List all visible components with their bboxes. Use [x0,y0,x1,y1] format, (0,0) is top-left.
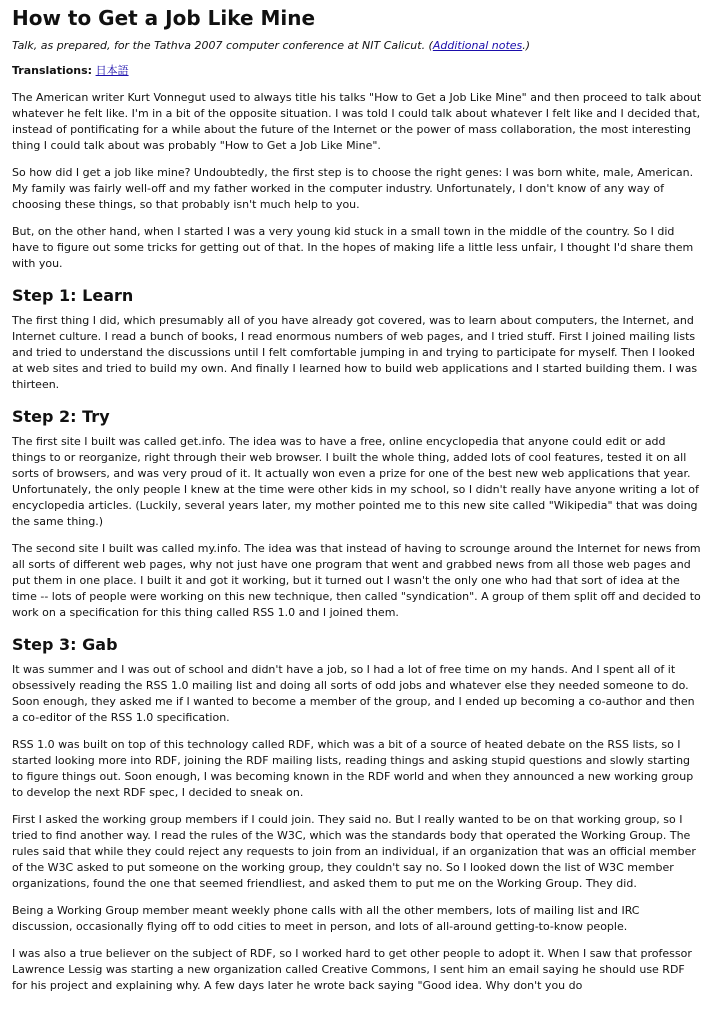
intro-paragraph: So how did I get a job like mine? Undoubtedly, the first step is to choose the right genes: I was born white, male, American. My family was fairly well-off and my father worked in the computer industry. Unfortunately, I don't know of any way of choosing these things, so that probably isn't much help to you. [12,166,694,211]
step-3-paragraph: RSS 1.0 was built on top of this technology called RDF, which was a bit of a source of heated debate on the RSS lists, so I started looking more into RDF, joining the RDF mailing lists, reading things and asking stupid questions and slowly starting to figure things out. Soon enough, I was becoming known in the RDF world and when they announced a new working group to develop the next RDF spec, I decided to sneak on. [12,738,694,799]
step-3-paragraph: First I asked the working group members if I could join. They said no. But I really wanted to be on that working group, so I tried to find another way. I read the rules of the W3C, which was the standards body that operated the Working Group. The rules said that while they could reject any requests to join from an individual, if an organization that was an official member of the W3C asked to put someone on the working group, they couldn't say no. So I looked down the list of W3C member organizations, found the one that seemed friendliest, and asked them to put me on the Working Group. They did. [12,813,696,890]
section-heading-step-2: Step 2: Try [12,407,110,426]
step-3-paragraph: Being a Working Group member meant weekly phone calls with all the other members, lots of mailing list and IRC discussion, occasionally flying off to odd cities to meet in person, and lots of all-around getting-to-know people. [12,904,640,933]
intro-paragraph: The American writer Kurt Vonnegut used to always title his talks "How to Get a Job Like Mine" and then proceed to talk about whatever he felt like. I'm in a bit of the opposite situation. I was told I could talk about whatever I felt like and I decided that, instead of pontificating for a while about the future of the Internet or the power of mass collaboration, the most interesting thing I could talk about was probably "How to Get a Job Like Mine". [12,91,702,152]
step-2-paragraph: The second site I built was called my.info. The idea was that instead of having to scrounge around the Internet for news from all sorts of different web pages, why not just have one program that went and grabbed news from all those web pages and put them in one place. I built it and got it working, but it turned out I wasn't the only one who had that sort of idea at the time -- lots of people were working on this new technique, then called "syndication". A group of them split off and decided to work on a specification for this thing called RSS 1.0 and I joined them. [12,542,701,619]
translations-label: Translations: [12,64,93,77]
intro-paragraph: But, on the other hand, when I started I was a very young kid stuck in a small town in the middle of the country. So I did have to figure out some tricks for getting out of that. In the hopes of making life a little less unfair, I thought I'd share them with you. [12,225,694,270]
step-3-paragraph: I was also a true believer on the subject of RDF, so I worked hard to get other people to adopt it. When I saw that professor Lawrence Lessig was starting a new organization called Creative Commons, I sent him an email saying he should use RDF for his project and explaining why. A few days later he wrote back saying "Good idea. Why don't you do [12,947,692,992]
subtitle [12,38,703,53]
subtitle-text: Talk, as prepared, for the Tathva 2007 computer conference at NIT Calicut. ( [12,39,433,52]
translations [12,63,703,78]
step-2-paragraph: The first site I built was called get.info. The idea was to have a free, online encyclopedia that anyone could edit or add things to or reorganize, right through their web browser. I built the whole thing, added lots of cool features, tested it on all sorts of browsers, and was very proud of it. It actually won even a prize for one of the best new web applications that year. Unfortunately, the only people I knew at the time were other kids in my school, so I didn't really have anyone writing a lot of encyclopedia articles. (Luckily, several years later, my mother pointed me to this new site called "Wikipedia" that was doing the same thing.) [12,435,699,528]
section-heading-step-3: Step 3: Gab [12,635,118,654]
subtitle-text-end: .) [522,39,531,52]
step-1-paragraph: The first thing I did, which presumably all of you have already got covered, was to learn about computers, the Internet, and Internet culture. I read a bunch of books, I read enormous numbers of web pages, and I tried stuff. First I joined mailing lists and tried to understand the discussions until I felt comfortable jumping in and trying to participate for myself. Then I looked at web sites and tried to build my own. And finally I learned how to build web applications and I started building them. I was thirteen. [12,314,698,391]
additional-notes-link[interactable]: Additional notes [432,39,523,52]
page-title: How to Get a Job Like Mine [12,6,316,30]
step-3-paragraph: It was summer and I was out of school and didn't have a job, so I had a lot of free time on my hands. And I spent all of it obsessively reading the RSS 1.0 mailing list and doing all sorts of odd jobs and whatever else they needed someone to do. Soon enough, they asked me if I wanted to become a member of the group, and I ended up becoming a co-author and then a co-editor of the RSS 1.0 specification. [12,663,695,724]
translation-japanese-link[interactable]: 日本語 [95,64,129,77]
section-heading-step-1: Step 1: Learn [12,286,134,305]
